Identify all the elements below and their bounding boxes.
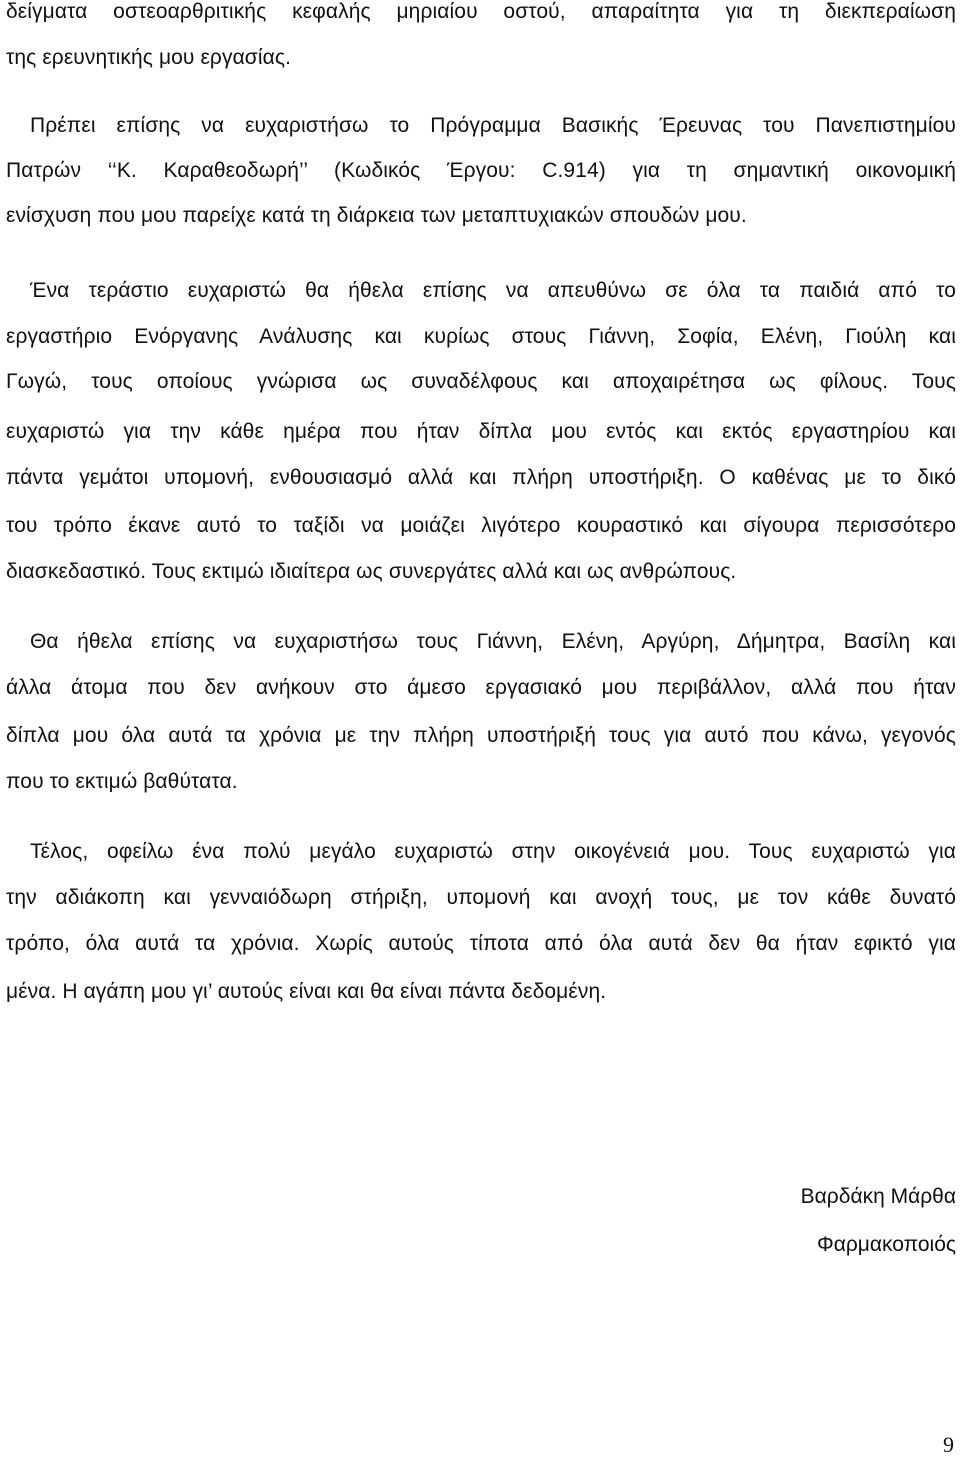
paragraph-3-line-1: Ένα τεράστιο ευχαριστώ θα ήθελα επίσης να απευθύνω σε όλα τα παιδιά από το — [30, 279, 956, 302]
paragraph-2-line-2: Πατρών ‘‘Κ. Καραθεοδωρή’’ (Κωδικός Έργου: C.914) για τη σημαντική οικονομική — [6, 159, 956, 182]
paragraph-1-line-1: δείγματα οστεοαρθριτικής κεφαλής μηριαίου οστού, απαραίτητα για τη διεκπεραίωση — [6, 0, 956, 23]
signature-name: Βαρδάκη Μάρθα — [800, 1185, 956, 1208]
paragraph-2-line-1: Πρέπει επίσης να ευχαριστήσω το Πρόγραμμα Βασικής Έρευνας του Πανεπιστημίου — [30, 114, 956, 137]
paragraph-5-line-2: την αδιάκοπη και γενναιόδωρη στήριξη, υπομονή και ανοχή τους, με τον κάθε δυνατό — [6, 886, 956, 909]
paragraph-3-line-3: Γωγώ, τους οποίους γνώρισα ως συναδέλφους και αποχαιρέτησα ως φίλους. Τους — [6, 370, 956, 393]
paragraph-4-line-4: που το εκτιμώ βαθύτατα. — [6, 770, 238, 793]
paragraph-3-line-5: πάντα γεμάτοι υπομονή, ενθουσιασμό αλλά και πλήρη υποστήριξη. Ο καθένας με το δικό — [6, 466, 956, 489]
paragraph-5-line-1: Τέλος, οφείλω ένα πολύ μεγάλο ευχαριστώ στην οικογένειά μου. Τους ευχαριστώ για — [30, 840, 956, 863]
paragraph-4-line-1: Θα ήθελα επίσης να ευχαριστήσω τους Γιάννη, Ελένη, Αργύρη, Δήμητρα, Βασίλη και — [30, 630, 956, 653]
paragraph-3-line-6: του τρόπο έκανε αυτό το ταξίδι να μοιάζει λιγότερο κουραστικό και σίγουρα περισσότερο — [6, 514, 956, 537]
paragraph-3-line-4: ευχαριστώ για την κάθε ημέρα που ήταν δίπλα μου εντός και εκτός εργαστηρίου και — [6, 420, 956, 443]
paragraph-2-line-3: ενίσχυση που μου παρείχε κατά τη διάρκεια των μεταπτυχιακών σπουδών μου. — [6, 204, 747, 227]
paragraph-3-line-2: εργαστήριο Ενόργανης Ανάλυσης και κυρίως στους Γιάννη, Σοφία, Ελένη, Γιούλη και — [6, 325, 956, 348]
paragraph-5-line-4: μένα. Η αγάπη μου γι’ αυτούς είναι και θα είναι πάντα δεδομένη. — [6, 980, 607, 1003]
signature-title: Φαρμακοποιός — [816, 1233, 956, 1256]
paragraph-5-line-3: τρόπο, όλα αυτά τα χρόνια. Χωρίς αυτούς τίποτα από όλα αυτά δεν θα ήταν εφικτό για — [6, 932, 956, 955]
paragraph-3-line-7: διασκεδαστικό. Τους εκτιμώ ιδιαίτερα ως συνεργάτες αλλά και ως ανθρώπους. — [6, 560, 737, 583]
page-number: 9 — [943, 1432, 954, 1457]
paragraph-1-line-2: της ερευνητικής μου εργασίας. — [6, 46, 292, 69]
paragraph-4-line-3: δίπλα μου όλα αυτά τα χρόνια με την πλήρη υποστήριξή τους για αυτό που κάνω, γεγονός — [6, 724, 956, 747]
paragraph-4-line-2: άλλα άτομα που δεν ανήκουν στο άμεσο εργασιακό μου περιβάλλον, αλλά που ήταν — [6, 676, 956, 699]
